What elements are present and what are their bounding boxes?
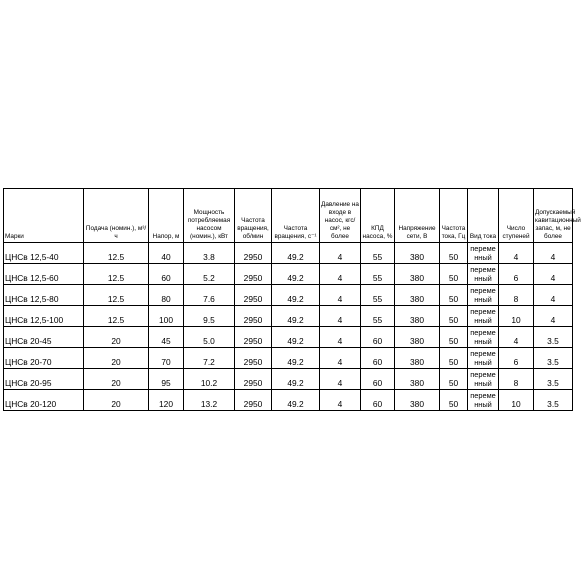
cell-npsh: 4 — [534, 306, 573, 327]
cell-speed-hz: 49.2 — [272, 243, 320, 264]
cell-power: 5.0 — [184, 327, 235, 348]
table-row — [4, 285, 573, 306]
cell-speed-rpm: 2950 — [235, 369, 272, 390]
cell-flow: 20 — [84, 327, 149, 348]
header-speed-rpm: Частота вращения, об/мин — [235, 189, 272, 243]
cell-speed-hz: 49.2 — [272, 285, 320, 306]
cell-speed-hz: 49.2 — [272, 327, 320, 348]
cell-speed-hz: 49.2 — [272, 390, 320, 411]
header-current-type: Вид тока — [468, 189, 499, 243]
cell-flow: 12.5 — [84, 306, 149, 327]
cell-frequency: 50 — [440, 369, 468, 390]
header-power: Мощность потребляемая насосом (номин.), кВт — [184, 189, 235, 243]
cell-flow: 12.5 — [84, 285, 149, 306]
header-speed-hz: Частота вращения, с⁻¹ — [272, 189, 320, 243]
cell-flow: 20 — [84, 369, 149, 390]
cell-flow: 20 — [84, 348, 149, 369]
cell-current-type: переменный — [468, 390, 499, 411]
cell-stages: 8 — [499, 285, 534, 306]
cell-power: 5.2 — [184, 264, 235, 285]
cell-speed-rpm: 2950 — [235, 390, 272, 411]
cell-head: 95 — [149, 369, 184, 390]
cell-power: 3.8 — [184, 243, 235, 264]
cell-frequency: 50 — [440, 327, 468, 348]
header-inlet-pressure: Давление на входе в насос, кгс/см², не более — [320, 189, 361, 243]
cell-stages: 10 — [499, 390, 534, 411]
cell-efficiency: 55 — [361, 264, 395, 285]
cell-speed-rpm: 2950 — [235, 243, 272, 264]
cell-flow: 12.5 — [84, 264, 149, 285]
cell-head: 45 — [149, 327, 184, 348]
cell-inlet-pressure: 4 — [320, 243, 361, 264]
header-brand: Марки — [4, 189, 84, 243]
cell-efficiency: 60 — [361, 390, 395, 411]
pump-spec-table — [3, 188, 581, 411]
cell-inlet-pressure: 4 — [320, 306, 361, 327]
cell-frequency: 50 — [440, 348, 468, 369]
cell-speed-rpm: 2950 — [235, 327, 272, 348]
table-row — [4, 369, 573, 390]
header-head: Напор, м — [149, 189, 184, 243]
cell-npsh: 3.5 — [534, 390, 573, 411]
cell-current-type: переменный — [468, 264, 499, 285]
cell-efficiency: 55 — [361, 306, 395, 327]
cell-speed-rpm: 2950 — [235, 285, 272, 306]
cell-brand: ЦНСв 20-70 — [4, 348, 84, 369]
cell-frequency: 50 — [440, 306, 468, 327]
cell-inlet-pressure: 4 — [320, 285, 361, 306]
cell-inlet-pressure: 4 — [320, 348, 361, 369]
cell-head: 70 — [149, 348, 184, 369]
cell-head: 80 — [149, 285, 184, 306]
cell-inlet-pressure: 4 — [320, 390, 361, 411]
cell-stages: 6 — [499, 348, 534, 369]
cell-speed-rpm: 2950 — [235, 348, 272, 369]
cell-stages: 4 — [499, 327, 534, 348]
cell-current-type: переменный — [468, 327, 499, 348]
header-flow: Подача (номин.), м³/ч — [84, 189, 149, 243]
cell-voltage: 380 — [395, 264, 440, 285]
table-row — [4, 306, 573, 327]
table-row — [4, 264, 573, 285]
cell-stages: 8 — [499, 369, 534, 390]
cell-frequency: 50 — [440, 243, 468, 264]
cell-speed-hz: 49.2 — [272, 348, 320, 369]
cell-head: 60 — [149, 264, 184, 285]
cell-current-type: переменный — [468, 348, 499, 369]
cell-voltage: 380 — [395, 306, 440, 327]
cell-frequency: 50 — [440, 264, 468, 285]
cell-speed-hz: 49.2 — [272, 306, 320, 327]
cell-stages: 6 — [499, 264, 534, 285]
cell-inlet-pressure: 4 — [320, 369, 361, 390]
table-row — [4, 243, 573, 264]
cell-speed-rpm: 2950 — [235, 264, 272, 285]
cell-brand: ЦНСв 20-120 — [4, 390, 84, 411]
cell-efficiency: 55 — [361, 243, 395, 264]
header-efficiency: КПД насоса, % — [361, 189, 395, 243]
cell-power: 7.6 — [184, 285, 235, 306]
header-frequency: Частота тока, Гц — [440, 189, 468, 243]
cell-npsh: 3.5 — [534, 327, 573, 348]
cell-npsh: 3.5 — [534, 369, 573, 390]
cell-brand: ЦНСв 12,5-40 — [4, 243, 84, 264]
cell-current-type: переменный — [468, 285, 499, 306]
cell-power: 10.2 — [184, 369, 235, 390]
cell-frequency: 50 — [440, 390, 468, 411]
cell-brand: ЦНСв 12,5-80 — [4, 285, 84, 306]
cell-frequency: 50 — [440, 285, 468, 306]
table-row — [4, 348, 573, 369]
cell-current-type: переменный — [468, 243, 499, 264]
cell-voltage: 380 — [395, 243, 440, 264]
table-header-row — [4, 189, 573, 243]
header-stages: Число ступеней — [499, 189, 534, 243]
cell-voltage: 380 — [395, 327, 440, 348]
cell-speed-hz: 49.2 — [272, 369, 320, 390]
cell-voltage: 380 — [395, 348, 440, 369]
cell-npsh: 4 — [534, 264, 573, 285]
cell-power: 9.5 — [184, 306, 235, 327]
cell-efficiency: 60 — [361, 369, 395, 390]
cell-power: 7.2 — [184, 348, 235, 369]
cell-brand: ЦНСв 12,5-60 — [4, 264, 84, 285]
cell-npsh: 4 — [534, 243, 573, 264]
header-npsh: Допускаемый кавитационный запас, м, не более — [534, 189, 573, 243]
cell-inlet-pressure: 4 — [320, 327, 361, 348]
cell-brand: ЦНСв 12,5-100 — [4, 306, 84, 327]
cell-npsh: 3.5 — [534, 348, 573, 369]
cell-current-type: переменный — [468, 369, 499, 390]
cell-stages: 4 — [499, 243, 534, 264]
cell-efficiency: 60 — [361, 348, 395, 369]
table-row — [4, 327, 573, 348]
cell-efficiency: 60 — [361, 327, 395, 348]
cell-flow: 20 — [84, 390, 149, 411]
cell-current-type: переменный — [468, 306, 499, 327]
cell-head: 120 — [149, 390, 184, 411]
cell-brand: ЦНСв 20-45 — [4, 327, 84, 348]
cell-efficiency: 55 — [361, 285, 395, 306]
cell-stages: 10 — [499, 306, 534, 327]
cell-head: 100 — [149, 306, 184, 327]
header-voltage: Напряжение сети, В — [395, 189, 440, 243]
cell-speed-rpm: 2950 — [235, 306, 272, 327]
table-body — [4, 243, 573, 411]
cell-power: 13.2 — [184, 390, 235, 411]
cell-brand: ЦНСв 20-95 — [4, 369, 84, 390]
table-row — [4, 390, 573, 411]
cell-voltage: 380 — [395, 369, 440, 390]
cell-npsh: 4 — [534, 285, 573, 306]
cell-speed-hz: 49.2 — [272, 264, 320, 285]
cell-flow: 12.5 — [84, 243, 149, 264]
cell-voltage: 380 — [395, 285, 440, 306]
cell-voltage: 380 — [395, 390, 440, 411]
cell-head: 40 — [149, 243, 184, 264]
cell-inlet-pressure: 4 — [320, 264, 361, 285]
